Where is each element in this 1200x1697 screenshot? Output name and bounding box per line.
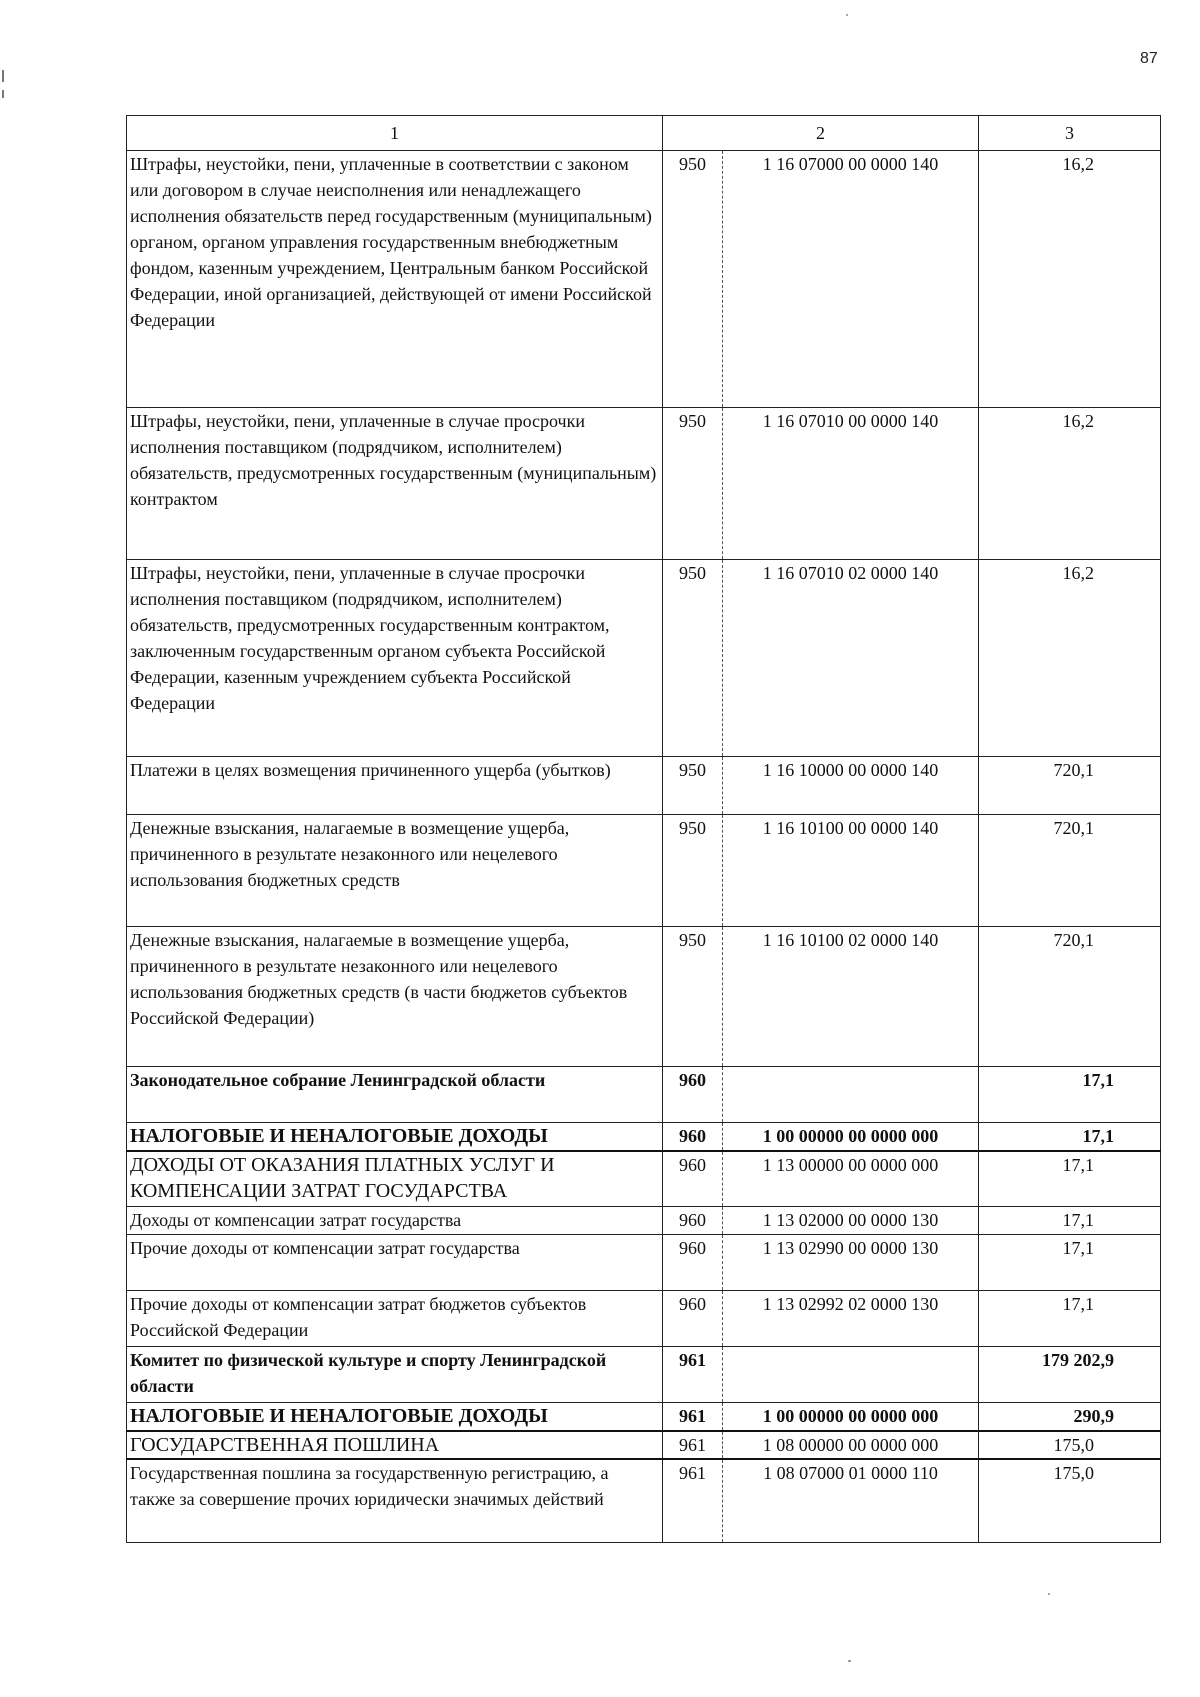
row-budget-code: 1 08 00000 00 0000 000 xyxy=(723,1431,979,1459)
row-admin-code: 960 xyxy=(663,1123,723,1151)
row-name: Прочие доходы от компенсации затрат бюджетов субъектов Российской Федерации xyxy=(127,1291,663,1347)
row-budget-code: 1 16 10000 00 0000 140 xyxy=(723,757,979,815)
row-admin-code: 961 xyxy=(663,1347,723,1403)
row-budget-code: 1 13 02000 00 0000 130 xyxy=(723,1207,979,1235)
row-amount: 17,1 xyxy=(979,1207,1161,1235)
row-amount: 175,0 xyxy=(979,1431,1161,1459)
scan-speck xyxy=(846,14,848,16)
row-name: Штрафы, неустойки, пени, уплаченные в случае просрочки исполнения поставщиком (подрядчиком, исполнителем) обязательств, предусмотренных государственным контрактом, заключенным государственным органом субъекта Российской Федерации, казенным учреждением субъекта Российской Федерации xyxy=(127,560,663,757)
row-budget-code xyxy=(723,1067,979,1123)
table-row xyxy=(127,1207,1161,1235)
row-admin-code: 950 xyxy=(663,408,723,560)
row-admin-code: 961 xyxy=(663,1459,723,1543)
revenue-table xyxy=(126,115,1161,1543)
header-col-1: 1 xyxy=(127,116,663,151)
row-admin-code: 960 xyxy=(663,1207,723,1235)
table-row-subtotal xyxy=(127,1403,1161,1431)
table-row-section-header xyxy=(127,1067,1161,1123)
row-admin-code: 960 xyxy=(663,1291,723,1347)
row-budget-code: 1 13 02990 00 0000 130 xyxy=(723,1235,979,1291)
table-row xyxy=(127,151,1161,408)
row-admin-code: 950 xyxy=(663,757,723,815)
table-row xyxy=(127,560,1161,757)
row-budget-code: 1 16 07010 00 0000 140 xyxy=(723,408,979,560)
scan-speck xyxy=(1048,1593,1050,1595)
row-budget-code: 1 13 00000 00 0000 000 xyxy=(723,1151,979,1207)
row-amount: 175,0 xyxy=(979,1459,1161,1543)
row-admin-code: 960 xyxy=(663,1067,723,1123)
row-budget-code: 1 16 10100 02 0000 140 xyxy=(723,927,979,1067)
row-name: ГОСУДАРСТВЕННАЯ ПОШЛИНА xyxy=(127,1431,663,1459)
row-admin-code: 950 xyxy=(663,560,723,757)
table-row xyxy=(127,1235,1161,1291)
row-amount: 720,1 xyxy=(979,815,1161,927)
row-name: Денежные взыскания, налагаемые в возмещение ущерба, причиненного в результате незаконного или нецелевого использования бюджетных средств xyxy=(127,815,663,927)
row-amount: 17,1 xyxy=(979,1067,1161,1123)
row-budget-code xyxy=(723,1347,979,1403)
row-admin-code: 960 xyxy=(663,1235,723,1291)
table-row xyxy=(127,1291,1161,1347)
row-name: Платежи в целях возмещения причиненного ущерба (убытков) xyxy=(127,757,663,815)
header-col-2: 2 xyxy=(663,116,979,151)
row-admin-code: 960 xyxy=(663,1151,723,1207)
row-budget-code: 1 13 02992 02 0000 130 xyxy=(723,1291,979,1347)
row-budget-code: 1 16 07000 00 0000 140 xyxy=(723,151,979,408)
table-row xyxy=(127,1151,1161,1207)
page-number: 87 xyxy=(1140,50,1158,67)
row-admin-code: 961 xyxy=(663,1403,723,1431)
row-name: Денежные взыскания, налагаемые в возмещение ущерба, причиненного в результате незаконного или нецелевого использования бюджетных средств (в части бюджетов субъектов Российской Федерации) xyxy=(127,927,663,1067)
row-amount: 17,1 xyxy=(979,1291,1161,1347)
table-row-section-header xyxy=(127,1347,1161,1403)
row-budget-code: 1 16 07010 02 0000 140 xyxy=(723,560,979,757)
row-budget-code: 1 00 00000 00 0000 000 xyxy=(723,1403,979,1431)
row-amount: 16,2 xyxy=(979,560,1161,757)
table-row xyxy=(127,1431,1161,1459)
row-amount: 17,1 xyxy=(979,1151,1161,1207)
table-row xyxy=(127,408,1161,560)
row-name: ДОХОДЫ ОТ ОКАЗАНИЯ ПЛАТНЫХ УСЛУГ И КОМПЕНСАЦИИ ЗАТРАТ ГОСУДАРСТВА xyxy=(127,1151,663,1207)
row-amount: 290,9 xyxy=(979,1403,1161,1431)
row-budget-code: 1 08 07000 01 0000 110 xyxy=(723,1459,979,1543)
scan-edge-mark xyxy=(2,70,4,82)
row-name: Комитет по физической культуре и спорту Ленинградской области xyxy=(127,1347,663,1403)
row-amount: 17,1 xyxy=(979,1123,1161,1151)
row-admin-code: 950 xyxy=(663,815,723,927)
header-col-3: 3 xyxy=(979,116,1161,151)
row-amount: 179 202,9 xyxy=(979,1347,1161,1403)
row-admin-code: 961 xyxy=(663,1431,723,1459)
row-amount: 720,1 xyxy=(979,927,1161,1067)
row-name: НАЛОГОВЫЕ И НЕНАЛОГОВЫЕ ДОХОДЫ xyxy=(127,1123,663,1151)
row-amount: 16,2 xyxy=(979,151,1161,408)
table-row xyxy=(127,815,1161,927)
table-row xyxy=(127,757,1161,815)
row-budget-code: 1 00 00000 00 0000 000 xyxy=(723,1123,979,1151)
row-name: НАЛОГОВЫЕ И НЕНАЛОГОВЫЕ ДОХОДЫ xyxy=(127,1403,663,1431)
row-name: Доходы от компенсации затрат государства xyxy=(127,1207,663,1235)
row-name: Государственная пошлина за государственную регистрацию, а также за совершение прочих юридически значимых действий xyxy=(127,1459,663,1543)
row-amount: 17,1 xyxy=(979,1235,1161,1291)
table-row-subtotal xyxy=(127,1123,1161,1151)
row-admin-code: 950 xyxy=(663,151,723,408)
table-row xyxy=(127,927,1161,1067)
row-name: Штрафы, неустойки, пени, уплаченные в случае просрочки исполнения поставщиком (подрядчиком, исполнителем) обязательств, предусмотренных государственным (муниципальным) контрактом xyxy=(127,408,663,560)
row-amount: 16,2 xyxy=(979,408,1161,560)
scan-speck xyxy=(848,1660,851,1662)
row-amount: 720,1 xyxy=(979,757,1161,815)
row-budget-code: 1 16 10100 00 0000 140 xyxy=(723,815,979,927)
row-name: Штрафы, неустойки, пени, уплаченные в соответствии с законом или договором в случае неисполнения или ненадлежащего исполнения обязательств перед государственным (муниципальным) органом, органом управления государственным внебюджетным фондом, казенным учреждением, Центральным банком Российской Федерации, иной организацией, действующей от имени Российской Федерации xyxy=(127,151,663,408)
table-row xyxy=(127,1459,1161,1543)
row-admin-code: 950 xyxy=(663,927,723,1067)
table-header-row xyxy=(127,116,1161,151)
scan-edge-mark xyxy=(2,90,4,98)
row-name: Прочие доходы от компенсации затрат государства xyxy=(127,1235,663,1291)
row-name: Законодательное собрание Ленинградской области xyxy=(127,1067,663,1123)
